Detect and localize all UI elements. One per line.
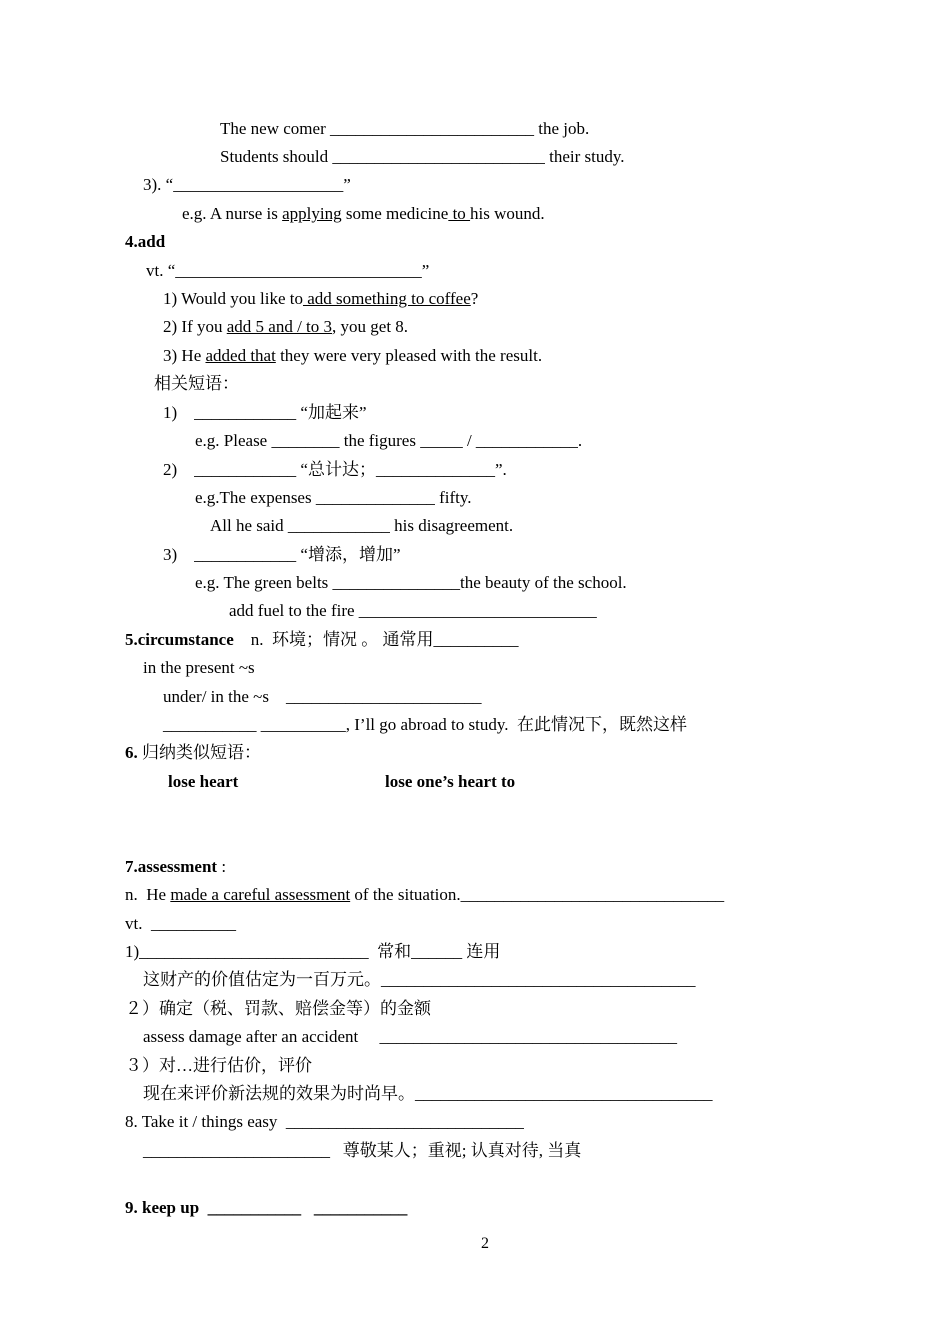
line [163, 545, 401, 565]
text-run: ３）对…进行估价，评价 [125, 1056, 312, 1075]
text-run: applying [282, 204, 342, 223]
text-run: e.g. Please ________ the figures _____ / ____________. [195, 431, 583, 450]
line [210, 516, 513, 536]
text-run: to [448, 204, 471, 223]
text-run: add something to coffee [302, 289, 471, 308]
text-run: his wound. [470, 204, 545, 223]
section-heading [125, 1198, 407, 1218]
text-run: some medicine [341, 204, 449, 223]
text-run [301, 1198, 314, 1217]
text-run: e.g.The expenses ______________ fifty. [195, 488, 472, 507]
line [154, 374, 239, 394]
line [163, 403, 367, 423]
text-run: 8. Take it / things easy ____________________________ [125, 1112, 524, 1131]
line [385, 772, 515, 792]
section-heading [125, 232, 165, 252]
text-run: ２）确定（税、罚款、赔偿金等）的金额 [125, 999, 431, 1018]
line [195, 431, 582, 451]
line [143, 1027, 677, 1047]
text-run: 4.add [125, 232, 166, 251]
line [195, 488, 472, 508]
line [125, 1112, 524, 1132]
text-run: ___________ [207, 1198, 302, 1217]
text-run: 3) ____________ “增添，增加” [163, 545, 401, 564]
line [182, 204, 545, 224]
line [220, 147, 625, 167]
line [163, 687, 481, 707]
text-run: 归纳类似短语： [137, 743, 261, 762]
line [125, 999, 431, 1019]
line [143, 175, 351, 195]
text-run: they were very pleased with the result. [275, 346, 543, 365]
text-run: under/ in the ~s _______________________ [163, 687, 482, 706]
text-run: 3) He [163, 346, 206, 365]
text-run: 2) If you [163, 317, 227, 336]
text-run: add 5 and / to 3 [226, 317, 333, 336]
text-run: 1) ____________ “加起来” [163, 403, 367, 422]
text-run: ___________ [313, 1198, 408, 1217]
line [143, 970, 696, 990]
text-run: 9. keep up [125, 1198, 200, 1217]
text-run: All he said ____________ his disagreement. [210, 516, 514, 535]
line [125, 914, 236, 934]
text-run [199, 1198, 208, 1217]
text-run: e.g. A nurse is [182, 204, 283, 223]
text-run: 6. [125, 743, 138, 762]
line [163, 289, 478, 309]
text-run: n. He [125, 885, 171, 904]
text-run: in the present ~s [143, 658, 255, 677]
text-run: n. 环境；情况 。 通常用__________ [233, 630, 519, 649]
section-heading [125, 857, 226, 877]
text-run: 5.circumstance [125, 630, 234, 649]
text-run: 相关短语： [154, 374, 239, 393]
line [163, 715, 687, 735]
line [195, 573, 627, 593]
line [168, 772, 238, 792]
text-run: 2) ____________ “总计达；______________”. [163, 460, 507, 479]
text-run: lose heart [168, 772, 239, 791]
text-run: e.g. The green belts _______________the beauty of the school. [195, 573, 627, 592]
text-run: Students should _________________________ their study. [220, 147, 625, 166]
text-run: vt. “_____________________________” [146, 261, 430, 280]
text-run: ______________________ 尊敬某人；重视; 认真对待, 当真 [143, 1141, 582, 1160]
line [163, 346, 542, 366]
line [125, 942, 500, 962]
line [229, 601, 597, 621]
section-heading [125, 630, 519, 650]
line [125, 885, 724, 905]
page-number: 2 [481, 1235, 489, 1252]
text-run: vt. __________ [125, 914, 236, 933]
text-run: added that [205, 346, 276, 365]
line [146, 261, 429, 281]
text-run: of the situation._______________________________ [350, 885, 725, 904]
text-run: 3). “____________________” [143, 175, 351, 194]
line [163, 317, 408, 337]
section-heading [125, 743, 261, 763]
text-run: 这财产的价值估定为一百万元。_____________________________________ [143, 970, 696, 989]
text-run: assess damage after an accident ___________________________________ [143, 1027, 677, 1046]
text-run: : [217, 857, 227, 876]
text-run: , you get 8. [332, 317, 409, 336]
text-run: ? [470, 289, 479, 308]
line [143, 658, 255, 678]
line [143, 1141, 581, 1161]
text-run: ___________ __________, I’ll go abroad to study. 在此情况下，既然这样 [163, 715, 687, 734]
text-run: 1)___________________________ 常和______ 连用 [125, 942, 501, 961]
text-run: 1) Would you like to [163, 289, 303, 308]
text-run: 现在来评价新法规的效果为时尚早。___________________________________ [143, 1084, 713, 1103]
line [143, 1084, 713, 1104]
text-run: 7.assessment [125, 857, 218, 876]
line [125, 1056, 312, 1076]
text-run: lose one’s heart to [385, 772, 516, 791]
line [220, 119, 589, 139]
line [163, 460, 507, 480]
text-run: made a careful assessment [170, 885, 351, 904]
text-run: add fuel to the fire ____________________________ [229, 601, 597, 620]
text-run: The new comer ________________________ the job. [220, 119, 590, 138]
